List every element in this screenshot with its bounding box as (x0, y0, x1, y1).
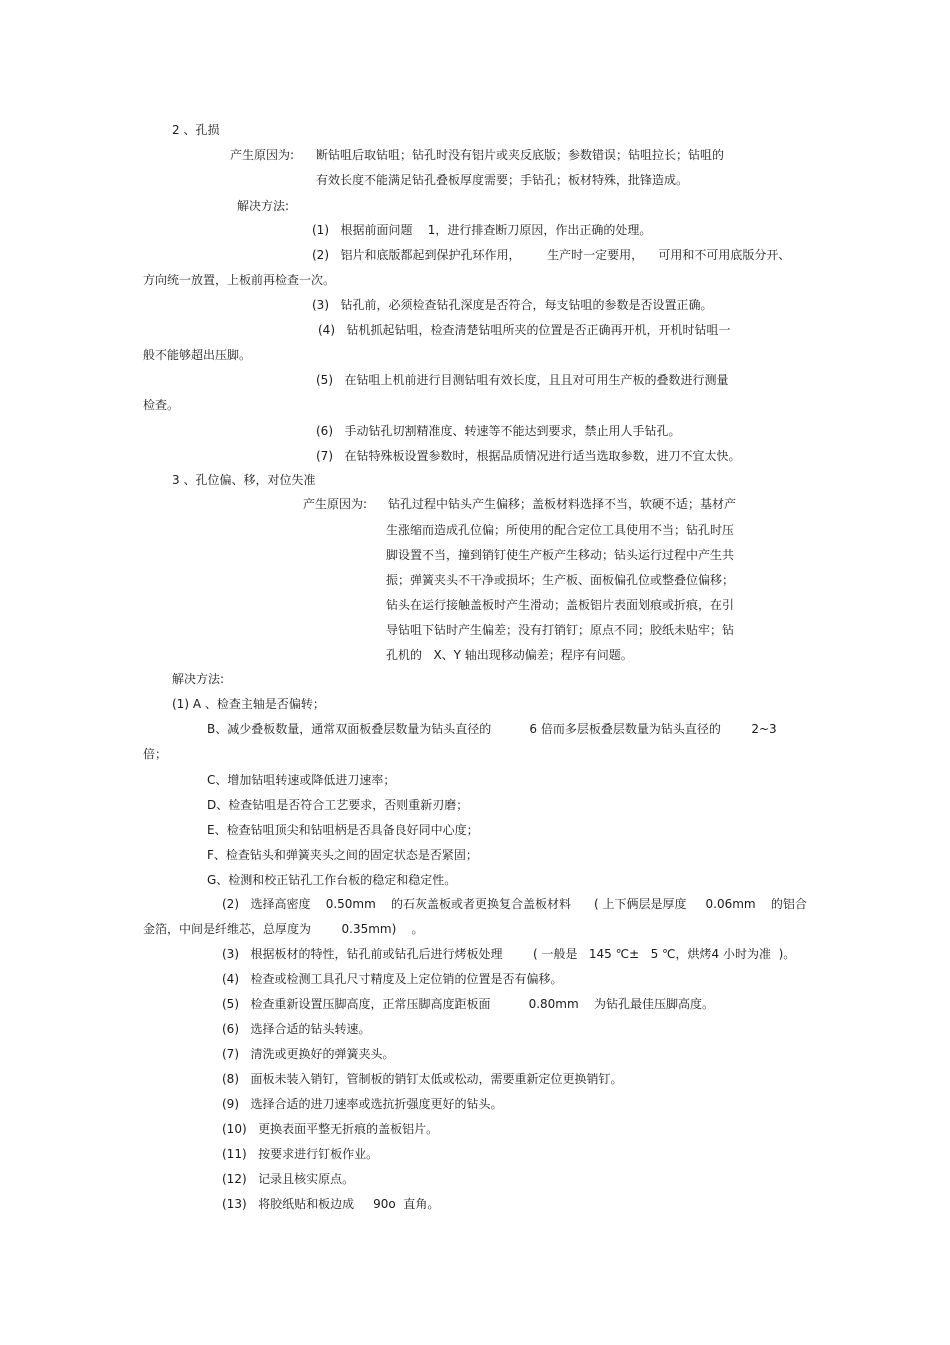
list-item: (2) 铝片和底版都起到保护孔环作用， 生产时一定要用， 可用和不可用底版分开、 (312, 248, 791, 262)
list-item: (3) 根据板材的特性，钻孔前或钻孔后进行烤板处理 ( 一般是 145 ℃± 5 ℃，烘烤4 小时为准 )。 (222, 947, 796, 961)
list-item: (4) 钻机抓起钻咀，检查清楚钻咀所夹的位置是否正确再开机，开机时钻咀一 (318, 323, 731, 337)
list-item: (10) 更换表面平整无折痕的盖板铝片。 (222, 1122, 439, 1136)
list-item: (4) 检查或检测工具孔尺寸精度及上定位销的位置是否有偏移。 (222, 972, 563, 986)
list-item: D、检查钻咀是否符合工艺要求，否则重新刃磨； (207, 798, 469, 812)
list-item: (7) 清洗或更换好的弹簧夹头。 (222, 1047, 395, 1061)
cause-text: 钻头在运行接触盖板时产生滑动；盖板铝片表面划痕或折痕，在引 (386, 598, 735, 612)
cause-text: 有效长度不能满足钻孔叠板厚度需要；手钻孔；板材特殊，批锋造成。 (316, 173, 689, 187)
cause-text: 生涨缩而造成孔位偏；所使用的配合定位工具使用不当；钻孔时压 (386, 523, 735, 537)
list-item: E、检查钻咀顶尖和钻咀柄是否具备良好同中心度； (207, 823, 479, 837)
list-item: G、检测和校正钻孔工作台板的稳定和稳定性。 (207, 873, 457, 887)
list-item: (11) 按要求进行钉板作业。 (222, 1147, 379, 1161)
cause-label: 产生原因为: (303, 497, 368, 511)
list-item: (5) 在钻咀上机前进行目测钻咀有效长度，且且对可用生产板的叠数进行测量 (316, 373, 729, 387)
cause-text: 振；弹簧夹头不干净或损坏；生产板、面板偏孔位或整叠位偏移； (386, 573, 735, 587)
list-item: (13) 将胶纸贴和板边成 90o 直角。 (222, 1197, 440, 1211)
list-item: (12) 记录且核实原点。 (222, 1172, 355, 1186)
list-item: (8) 面板未装入销钉，管制板的销钉太低或松动，需要重新定位更换销钉。 (222, 1072, 623, 1086)
list-item: (2) 选择高密度 0.50mm 的石灰盖板或者更换复合盖板材料 ( 上下俩层是厚度 0.06mm 的铝合 (222, 897, 807, 911)
list-item: (5) 检查重新设置压脚高度，正常压脚高度距板面 0.80mm 为钻孔最佳压脚高度。 (222, 997, 714, 1011)
cause-text: 导钻咀下钻时产生偏差；没有打销钉；原点不同；胶纸未贴牢；钻 (386, 623, 735, 637)
cause-text: 脚设置不当，撞到销钉使生产板产生移动；钻头运行过程中产生共 (386, 548, 735, 562)
solution-label: 解决方法: (237, 199, 290, 213)
list-item: C、增加钻咀转速或降低进刀速率； (207, 773, 396, 787)
list-item-continuation: 倍； (143, 747, 168, 761)
list-item-continuation: 金箔，中间是纤维芯，总厚度为 0.35mm) 。 (143, 922, 424, 936)
list-item: (6) 手动钻孔切割精准度、转速等不能达到要求，禁止用人手钻孔。 (316, 424, 681, 438)
cause-text: 钻孔过程中钻头产生偏移；盖板材料选择不当，软硬不适；基材产 (388, 497, 737, 511)
list-item-continuation: 方向统一放置，上板前再检查一次。 (143, 273, 336, 287)
list-item: B、减少叠板数量，通常双面板叠层数量为钻头直径的 6 倍而多层板叠层数量为钻头直径的 2~3 (207, 722, 777, 736)
list-item: (6) 选择合适的钻头转速。 (222, 1022, 371, 1036)
list-item: (7) 在钻特殊板设置参数时，根据品质情况进行适当选取参数，进刀不宜太快。 (316, 449, 741, 463)
solution-label: 解决方法: (172, 672, 225, 686)
list-item: (9) 选择合适的进刀速率或选抗折强度更好的钻头。 (222, 1097, 503, 1111)
section-heading: 2 、孔损 (172, 123, 220, 137)
list-item: (1) A 、检查主轴是否偏转； (172, 697, 325, 711)
cause-text: 断钻咀后取钻咀；钻孔时没有铝片或夹反底版；参数错误；钻咀拉长；钻咀的 (316, 148, 725, 162)
list-item: (3) 钻孔前，必须检查钻孔深度是否符合，每支钻咀的参数是否设置正确。 (312, 298, 713, 312)
list-item: F、检查钻头和弹簧夹头之间的固定状态是否紧固； (207, 848, 478, 862)
cause-text: 孔机的 X、Y 轴出现移动偏差；程序有问题。 (386, 648, 633, 662)
cause-label: 产生原因为: (230, 148, 295, 162)
section-heading: 3 、孔位偏、移，对位失准 (172, 473, 316, 487)
list-item-continuation: 般不能够超出压脚。 (143, 348, 252, 362)
list-item-continuation: 检查。 (143, 398, 180, 412)
list-item: (1) 根据前面问题 1，进行排查断刀原因，作出正确的处理。 (312, 223, 652, 237)
